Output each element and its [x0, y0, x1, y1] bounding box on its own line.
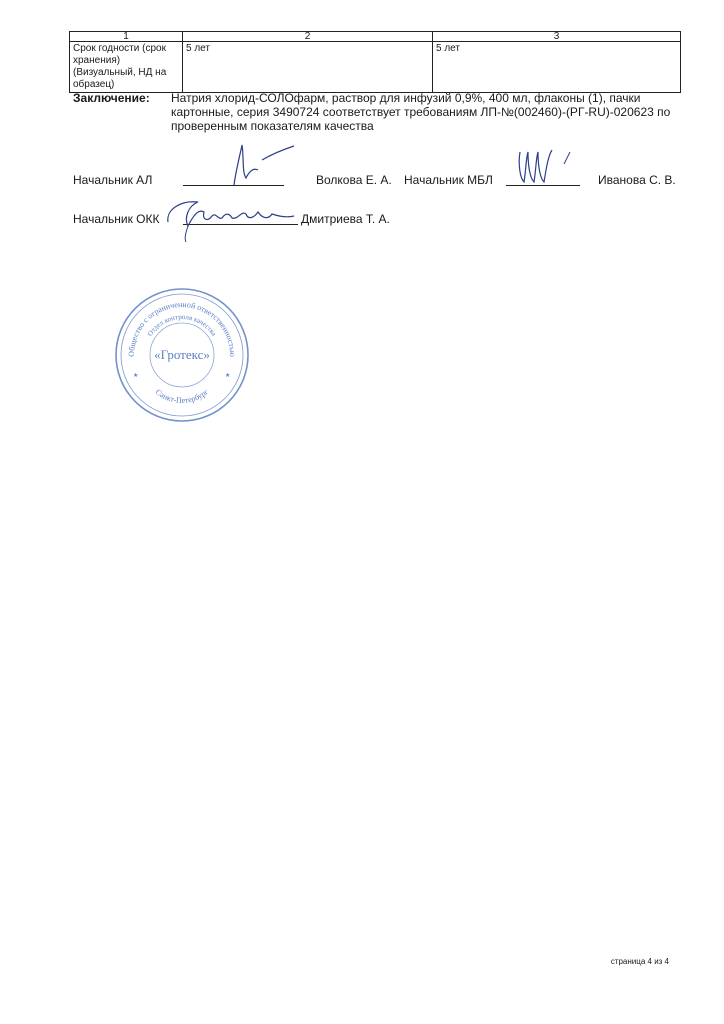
stamp-star-icon: ★	[133, 373, 139, 379]
mbl-signature	[510, 144, 580, 188]
okk-title: Начальник ОКК	[73, 212, 160, 226]
table-cell: 5 лет	[433, 42, 681, 93]
stamp-center: «Гротекс»	[154, 347, 210, 362]
stamp-ring-top: Общество с ограниченной ответственностью	[126, 299, 238, 357]
okk-signature	[158, 192, 298, 244]
column-header: 2	[183, 32, 433, 42]
organization-stamp	[112, 285, 252, 425]
stamp-ring-bottom: Санкт-Петербург	[153, 387, 211, 406]
svg-text:Санкт-Петербург	[154, 387, 211, 405]
al-title: Начальник АЛ	[73, 173, 153, 187]
okk-name: Дмитриева Т. А.	[301, 212, 390, 226]
al-name: Волкова Е. А.	[316, 173, 392, 187]
stamp-star-icon: ★	[225, 373, 231, 379]
column-header: 1	[70, 32, 183, 42]
mbl-name: Иванова С. В.	[598, 173, 676, 187]
table-header-row	[70, 32, 681, 42]
mbl-title: Начальник МБЛ	[404, 173, 493, 187]
page-number: страница 4 из 4	[610, 957, 669, 966]
al-signature	[222, 140, 302, 190]
table-row	[70, 42, 681, 93]
table-cell: Срок годности (срок хранения) (Визуальный, НД на образец)	[70, 42, 183, 93]
conclusion-label: Заключение:	[73, 91, 150, 105]
stamp-ring-sub: Отдел контроля качества	[146, 312, 218, 338]
conclusion-text: Натрия хлорид-СОЛОфарм, раствор для инфузий 0,9%, 400 мл, флаконы (1), пачки картонные, серия 3490724 соответствует требованиям ЛП-№(002460)-(РГ-RU)-020623 по проверенным показателям качества	[171, 91, 671, 133]
table-cell: 5 лет	[183, 42, 433, 93]
spec-table	[69, 31, 681, 93]
column-header: 3	[433, 32, 681, 42]
